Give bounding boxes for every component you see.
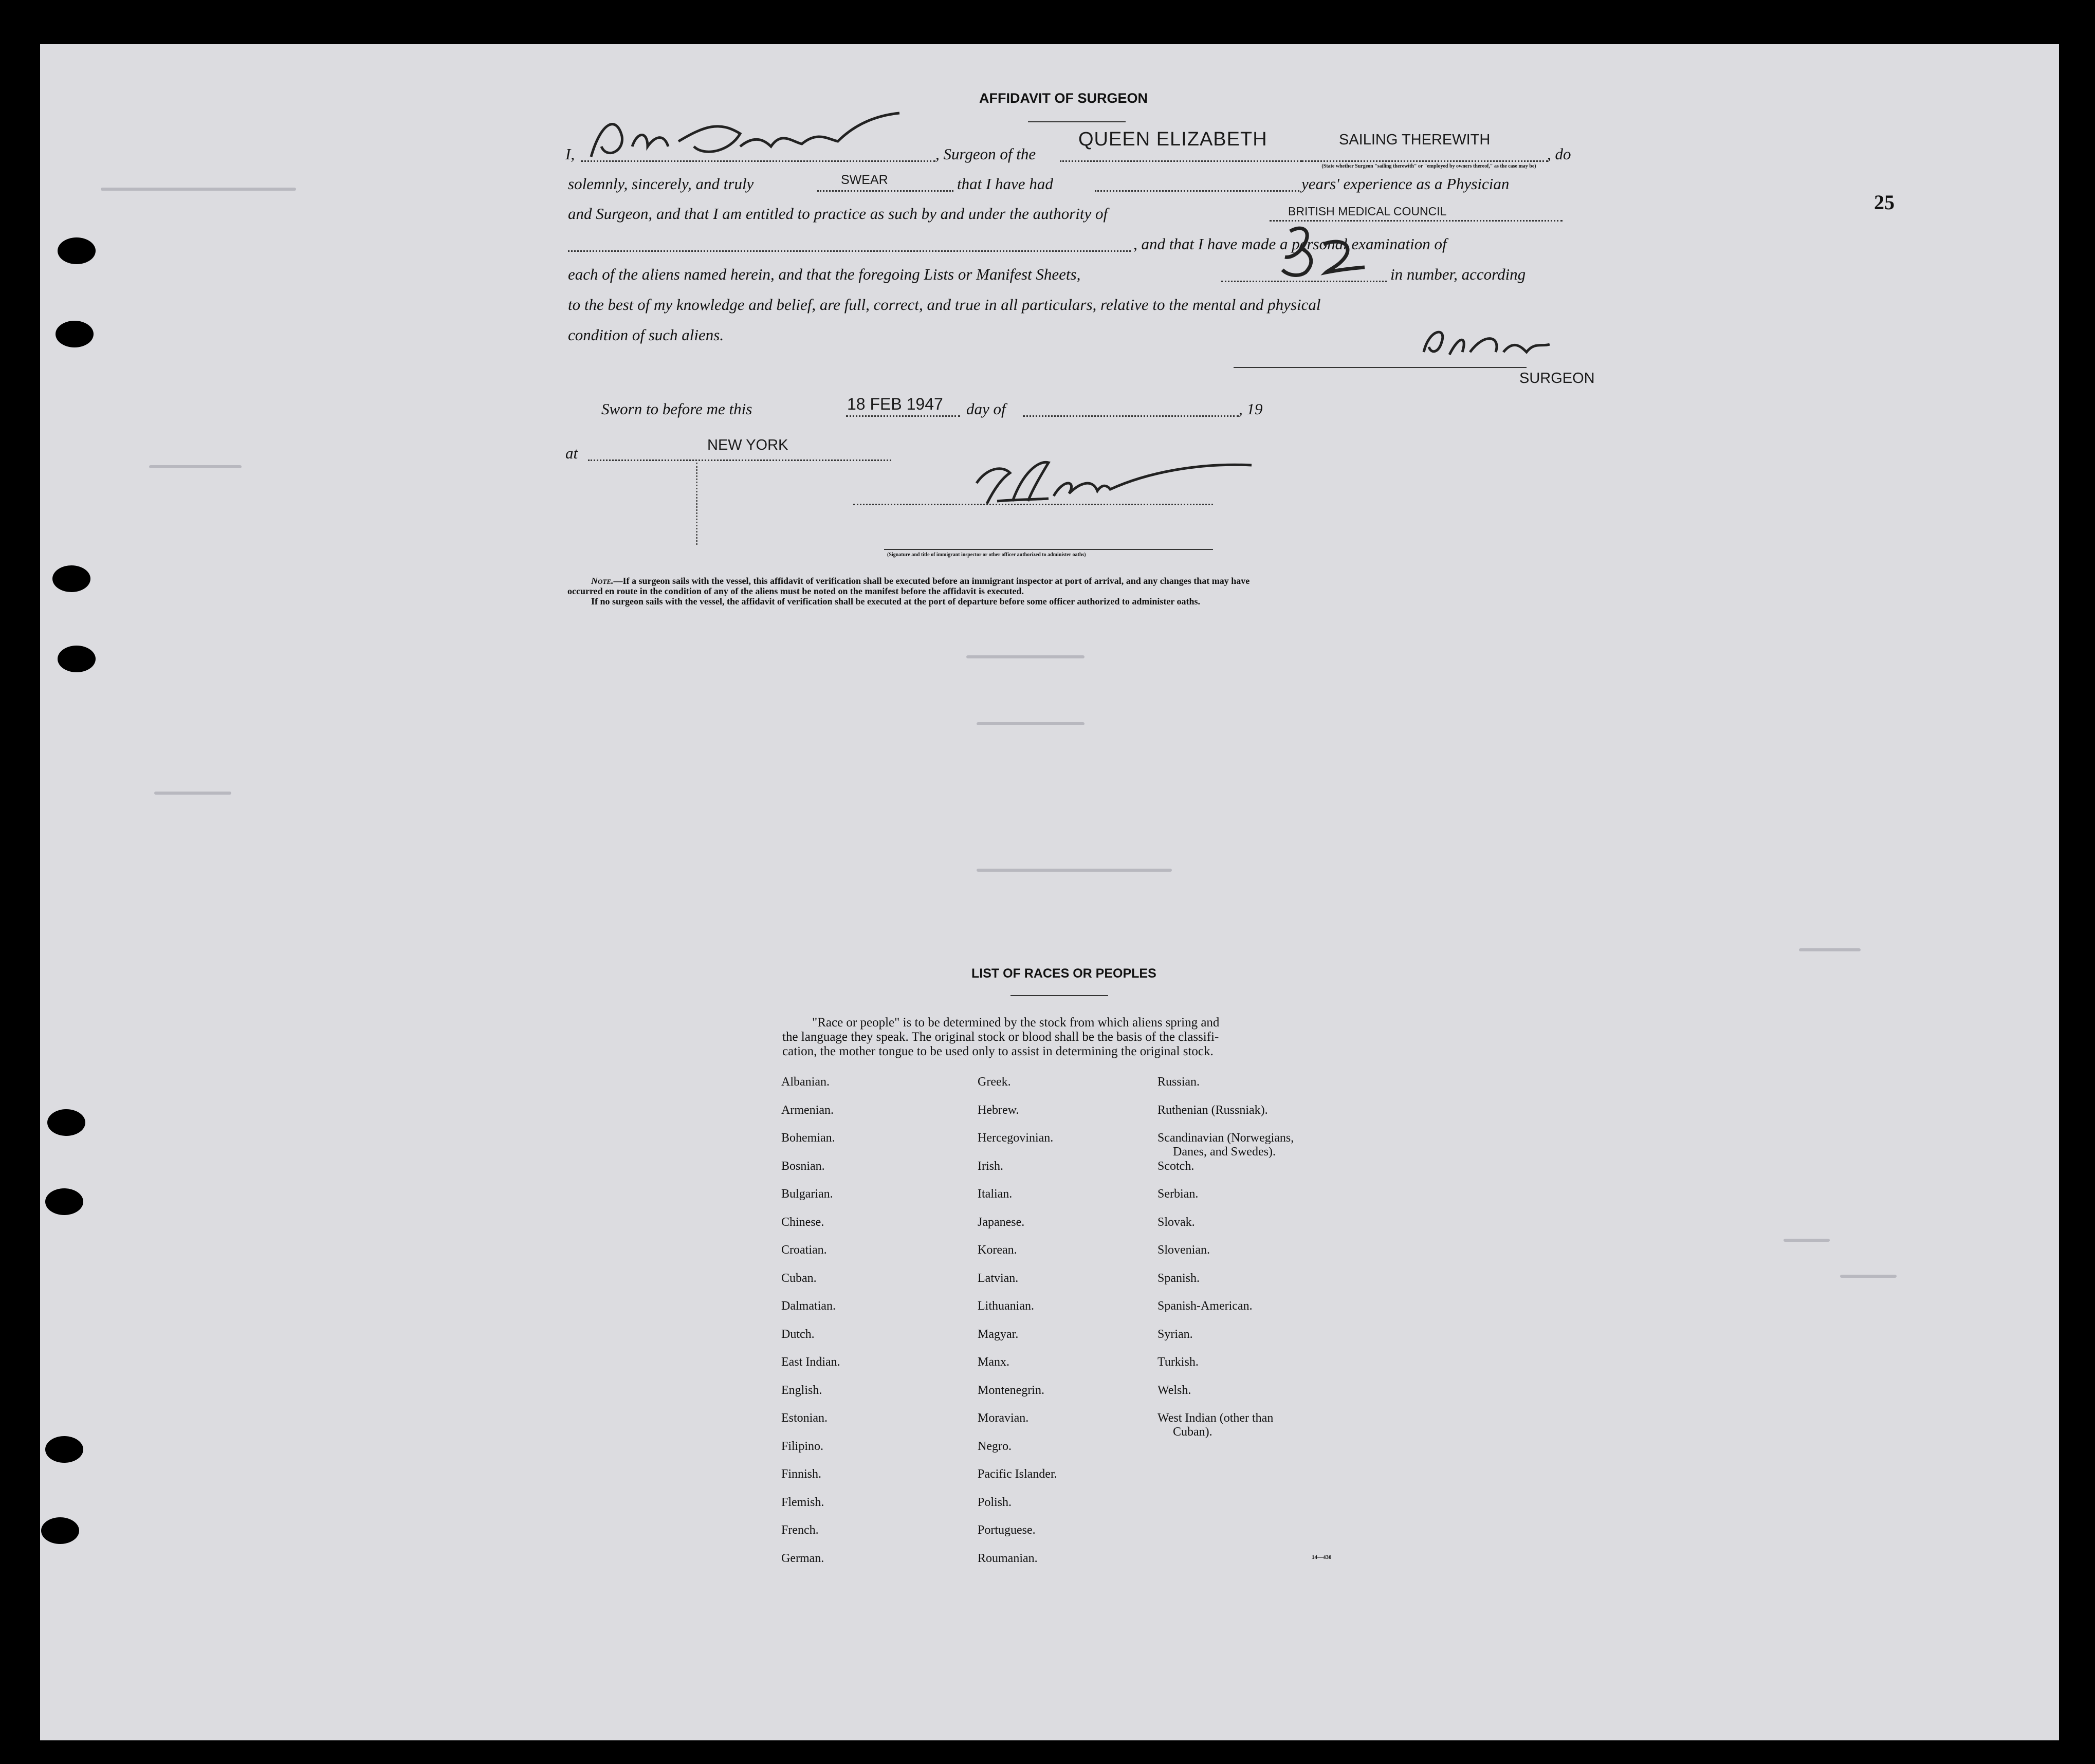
line2-b: that I have had [957,175,1053,193]
surgeon-label: SURGEON [1519,370,1595,387]
bleed-through-mark [149,465,242,468]
race-item: Croatian. [781,1243,827,1257]
race-item: Slovak. [1157,1215,1195,1229]
race-item: Irish. [978,1159,1003,1173]
race-item: Dutch. [781,1327,815,1341]
line1-i: I, [565,145,575,163]
race-item: Estonian. [781,1411,828,1425]
race-item: Pacific Islander. [978,1467,1057,1481]
bleed-through-mark [977,722,1085,725]
oath-word: SWEAR [841,173,888,187]
sworn-date: 18 FEB 1947 [847,395,943,413]
binder-hole-icon [47,1109,85,1136]
race-item: Danes, and Swedes). [1173,1145,1276,1159]
bleed-through-mark [1799,948,1861,951]
race-item: Armenian. [781,1103,834,1117]
race-item: Italian. [978,1187,1013,1201]
race-item: Dalmatian. [781,1299,836,1313]
race-item: Syrian. [1157,1327,1193,1341]
race-item: Magyar. [978,1327,1019,1341]
race-item: Latvian. [978,1271,1019,1285]
binder-hole-icon [52,565,90,592]
race-item: Negro. [978,1439,1012,1453]
race-item: Korean. [978,1243,1017,1257]
page-number: 25 [1874,191,1895,214]
race-item: Greek. [978,1075,1011,1089]
officer-signature-field [853,504,1213,505]
line3-a: and Surgeon, and that I am entitled to practice as such by and under the authority of [568,205,1108,223]
race-item: Japanese. [978,1215,1025,1229]
bleed-through-mark [1784,1239,1830,1242]
binder-hole-icon [58,237,96,264]
line1-mid: , Surgeon of the [935,145,1036,163]
race-item: Lithuanian. [978,1299,1034,1313]
race-item: Montenegrin. [978,1383,1044,1397]
race-item: French. [781,1523,819,1537]
place-field [588,460,891,461]
sailing-status: SAILING THEREWITH [1339,132,1491,148]
race-item: Spanish-American. [1157,1299,1253,1313]
race-item: Albanian. [781,1075,830,1089]
race-item: Slovenian. [1157,1243,1210,1257]
bleed-through-mark [966,655,1085,658]
ship-name: QUEEN ELIZABETH [1078,128,1267,150]
race-item: Scandinavian (Norwegians, [1157,1131,1294,1145]
line2-a: solemnly, sincerely, and truly [568,175,754,193]
line7: condition of such aliens. [568,326,724,344]
race-item: Bosnian. [781,1159,825,1173]
race-item: Polish. [978,1495,1012,1509]
races-title: LIST OF RACES OR PEOPLES [971,966,1156,981]
surgeon-signature-2-icon [1419,324,1552,365]
binder-hole-icon [56,321,94,347]
race-item: Hebrew. [978,1103,1019,1117]
note-text-1: —If a surgeon sails with the vessel, this affidavit of verification shall be executed before an immigrant inspector at port of arrival, and any changes that may have [613,576,1250,586]
ship-name-field [1060,160,1301,162]
race-item: Turkish. [1157,1355,1199,1369]
race-item: Serbian. [1157,1187,1199,1201]
bleed-through-mark [154,792,231,795]
authority-continued-field [568,250,1131,252]
note-label: Note. [591,576,614,586]
races-intro-2: the language they speak. The original stock or blood shall be the basis of the classifi- [782,1030,1219,1044]
races-intro-3: cation, the mother tongue to be used only to assist in determining the original stock. [782,1044,1214,1058]
race-item: German. [781,1551,824,1565]
title-rule [1028,121,1126,122]
race-item: Hercegovinian. [978,1131,1054,1145]
race-item: Cuban. [781,1271,817,1285]
officer-caption-rule [884,549,1213,550]
race-item: Filipino. [781,1439,824,1453]
years-field [1095,190,1299,192]
race-item: Roumanian. [978,1551,1038,1565]
oath-field [817,190,953,192]
note-line-1 [591,576,1249,586]
sailing-note: (State whether Surgeon "sailing therewith" or "employed by owners thereof," as the case may be) [1321,163,1536,169]
bleed-through-mark [101,188,296,191]
race-item: Ruthenian (Russniak). [1157,1103,1268,1117]
sworn-a: Sworn to before me this [601,400,752,418]
surgeon-signature-icon [586,111,905,167]
race-item: English. [781,1383,822,1397]
line2-c: years' experience as a Physician [1301,175,1510,193]
bleed-through-mark [1840,1275,1897,1278]
binder-hole-icon [58,646,96,672]
line5-b: in number, according [1390,265,1526,283]
race-item: Scotch. [1157,1159,1194,1173]
sworn-date-field [846,415,960,417]
race-item: Flemish. [781,1495,824,1509]
races-title-rule [1010,995,1108,996]
race-item: Welsh. [1157,1383,1191,1397]
race-item: Chinese. [781,1215,824,1229]
line5-a: each of the aliens named herein, and that the foregoing Lists or Manifest Sheets, [568,265,1081,283]
sworn-c: , 19 [1239,400,1263,418]
line1-end: , do [1547,145,1571,163]
binder-hole-icon [45,1436,83,1463]
surgeon-signature-line [1234,367,1527,368]
race-item: Bulgarian. [781,1187,833,1201]
races-intro-1: "Race or people" is to be determined by the stock from which aliens spring and [812,1016,1220,1030]
race-item: Finnish. [781,1467,822,1481]
race-item: Spanish. [1157,1271,1200,1285]
form-number: 14—430 [1312,1554,1332,1560]
line6: to the best of my knowledge and belief, are full, correct, and true in all particulars, relative to the mental and physical [568,296,1321,314]
affidavit-title: AFFIDAVIT OF SURGEON [979,90,1148,106]
note-line-3: If no surgeon sails with the vessel, the affidavit of verification shall be executed at the port of departure before some officer authorized to administer oaths. [591,596,1201,607]
race-item: Moravian. [978,1411,1029,1425]
race-item: Cuban). [1173,1425,1212,1439]
race-item: Russian. [1157,1075,1200,1089]
race-item: Bohemian. [781,1131,835,1145]
authority: BRITISH MEDICAL COUNCIL [1288,205,1447,218]
officer-caption: (Signature and title of immigrant inspector or other officer authorized to administer oaths) [887,552,1086,558]
at-label: at [565,444,578,462]
binder-hole-icon [45,1188,83,1215]
place: NEW YORK [707,437,788,453]
binder-hole-icon [41,1517,79,1544]
sailing-status-field [1301,160,1548,162]
bleed-through-mark [977,869,1172,872]
sworn-month-field [1023,415,1239,417]
race-item: Manx. [978,1355,1009,1369]
left-margin-dots [696,463,700,545]
sheets-number-handwritten-icon [1275,221,1377,283]
race-item: West Indian (other than [1157,1411,1274,1425]
note-line-2: occurred en route in the condition of any of the aliens must be noted on the manifest before the affidavit is executed. [567,586,1024,596]
race-item: East Indian. [781,1355,840,1369]
sworn-b: day of [966,400,1006,418]
line4: , and that I have made a personal examination of [1133,235,1447,253]
race-item: Portuguese. [978,1523,1036,1537]
